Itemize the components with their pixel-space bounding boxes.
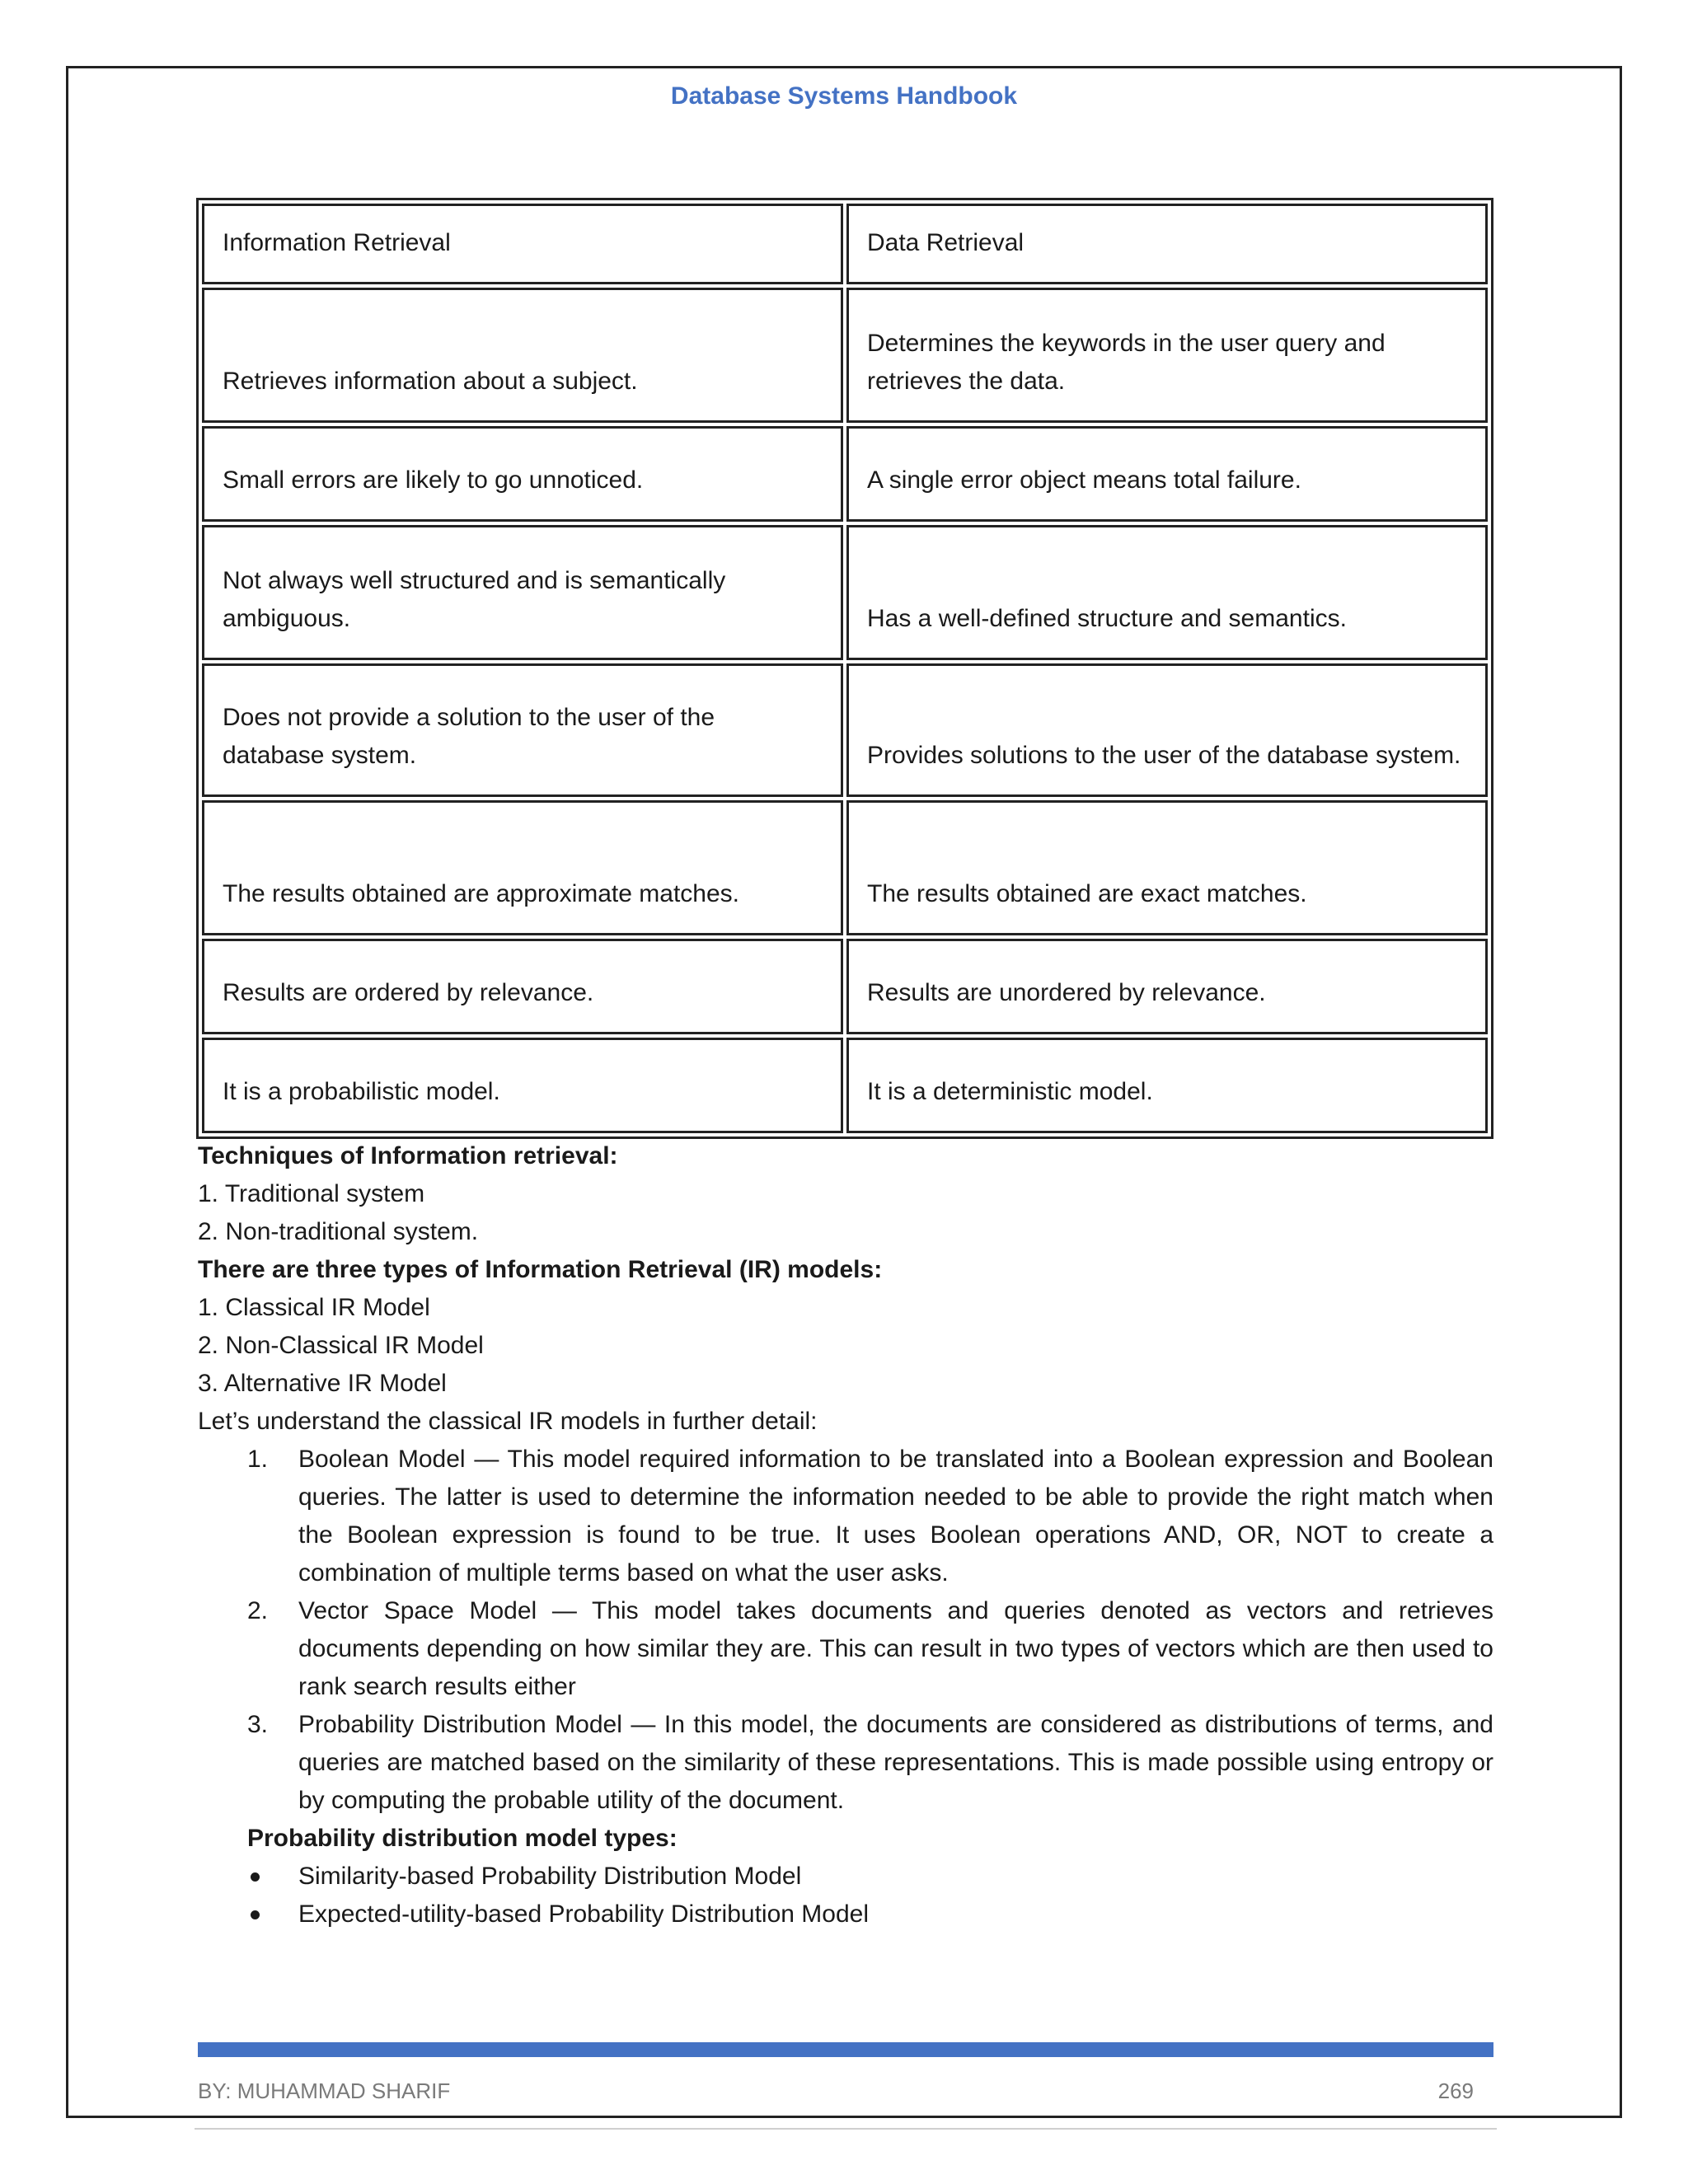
footer-author: BY: MUHAMMAD SHARIF — [198, 2079, 451, 2103]
table-header-cell: Data Retrieval — [846, 204, 1488, 284]
table-cell: Not always well structured and is semantically ambiguous. — [202, 525, 843, 660]
table-cell: Results are ordered by relevance. — [202, 939, 843, 1034]
list-marker: 2. — [247, 1597, 269, 1624]
models-intro: Let’s understand the classical IR models in further detail: — [198, 1408, 818, 1435]
techniques-item: 2. Non-traditional system. — [198, 1218, 479, 1245]
models-item: 2. Non-Classical IR Model — [198, 1332, 484, 1359]
list-item-text: Boolean Model — This model required information to be translated into a Boolean expression and Boolean queries. The latter is used to determine the information needed to be able to provide the right match when the Boolean expression is found to be true. It uses Boolean operations AND, OR, NOT to create a combination of multiple terms based on what the user asks. — [298, 1446, 1493, 1586]
table-row — [202, 525, 1488, 660]
comparison-table — [196, 198, 1493, 1139]
body-content — [198, 1137, 1493, 1933]
list-item-text: Vector Space Model — This model takes documents and queries denoted as vectors and retrieves documents depending on how similar they are. This can result in two types of vectors which are then used to rank search results either — [298, 1597, 1493, 1700]
models-item: 3. Alternative IR Model — [198, 1370, 447, 1397]
bullet-icon — [251, 1872, 260, 1882]
table-cell: The results obtained are approximate matches. — [202, 800, 843, 935]
bottom-rule — [195, 2128, 1497, 2130]
table-cell: Determines the keywords in the user query and retrieves the data. — [846, 288, 1488, 423]
list-item — [198, 1858, 1493, 1896]
table-cell: Has a well-defined structure and semantics. — [846, 525, 1488, 660]
models-heading: There are three types of Information Retrieval (IR) models: — [198, 1256, 883, 1283]
table-cell: The results obtained are exact matches. — [846, 800, 1488, 935]
table-cell: Retrieves information about a subject. — [202, 288, 843, 423]
list-item — [198, 1592, 1493, 1706]
list-item-text: Probability Distribution Model — In this model, the documents are considered as distributions of terms, and queries are matched based on the similarity of these representations. This is made possible using entropy or by computing the probable utility of the document. — [298, 1711, 1493, 1814]
footer-accent-bar — [198, 2042, 1493, 2057]
table-cell: It is a probabilistic model. — [202, 1038, 843, 1133]
pd-types-heading: Probability distribution model types: — [247, 1825, 678, 1852]
list-item-text: Expected-utility-based Probability Distribution Model — [298, 1900, 869, 1928]
table-header-row — [202, 204, 1488, 284]
techniques-heading: Techniques of Information retrieval: — [198, 1142, 618, 1169]
techniques-item: 1. Traditional system — [198, 1180, 425, 1207]
list-marker: 3. — [247, 1711, 269, 1738]
page-header-title: Database Systems Handbook — [670, 82, 1018, 110]
table-row — [202, 1038, 1488, 1133]
table-cell: Results are unordered by relevance. — [846, 939, 1488, 1034]
table-row — [202, 288, 1488, 423]
page-number: 269 — [1437, 2079, 1474, 2103]
models-item: 1. Classical IR Model — [198, 1294, 430, 1321]
table-row — [202, 426, 1488, 522]
pd-types-list — [198, 1858, 1493, 1933]
table-row — [202, 939, 1488, 1034]
classical-models-list — [198, 1441, 1493, 1820]
list-item — [198, 1896, 1493, 1933]
table-cell: Small errors are likely to go unnoticed. — [202, 426, 843, 522]
list-item — [198, 1706, 1493, 1820]
table-row — [202, 800, 1488, 935]
table-row — [202, 663, 1488, 797]
list-marker: 1. — [247, 1446, 269, 1473]
list-item — [198, 1441, 1493, 1592]
table-cell: A single error object means total failure. — [846, 426, 1488, 522]
bullet-icon — [251, 1910, 260, 1919]
list-item-text: Similarity-based Probability Distribution Model — [298, 1863, 802, 1890]
table-header-cell: Information Retrieval — [202, 204, 843, 284]
table-cell: It is a deterministic model. — [846, 1038, 1488, 1133]
table-cell: Does not provide a solution to the user of the database system. — [202, 663, 843, 797]
table-cell: Provides solutions to the user of the database system. — [846, 663, 1488, 797]
